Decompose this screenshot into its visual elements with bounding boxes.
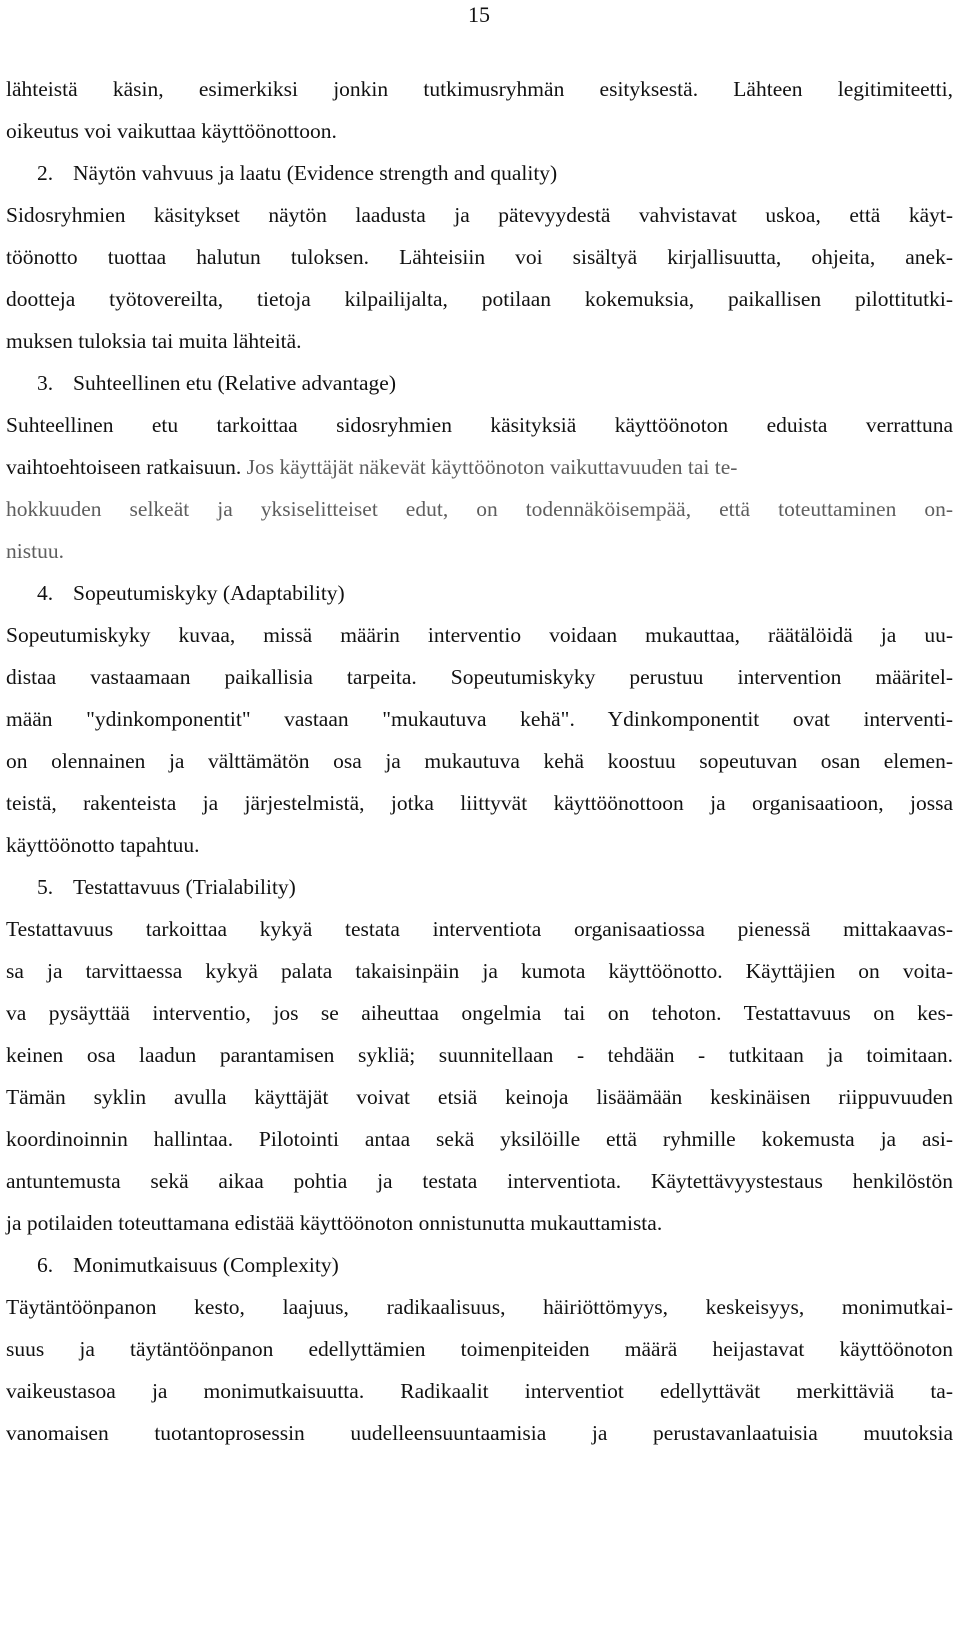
section-title: Näytön vahvuus ja laatu (Evidence strength and quality) (73, 161, 558, 185)
text-line: lähteistä käsin, esimerkiksi jonkin tutkimusryhmän esityksestä. Lähteen legitimiteetti, (6, 77, 953, 101)
text-line: Testattavuus tarkoittaa kykyä testata interventiota organisaatiossa pienessä mittakaavas- (6, 917, 953, 941)
section-number: 5. (37, 875, 54, 899)
text-fragment-gray: Jos käyttäjät näkevät käyttöönoton vaikuttavuuden tai te- (246, 455, 738, 479)
text-line: va pysäyttää interventio, jos se aiheuttaa ongelmia tai on tehoton. Testattavuus on kes- (6, 1001, 953, 1025)
text-line: teistä, rakenteista ja järjestelmistä, jotka liittyvät käyttöönottoon ja organisaatioon, jossa (6, 791, 953, 815)
section-number: 6. (37, 1253, 54, 1277)
text-line: Sopeutumiskyky kuvaa, missä määrin interventio voidaan mukauttaa, räätälöidä ja uu- (6, 623, 953, 647)
text-line: on olennainen ja välttämätön osa ja mukautuva kehä koostuu sopeutuvan osan elemen- (6, 749, 953, 773)
document-body (6, 68, 953, 1454)
text-line: muksen tuloksia tai muita lähteitä. (6, 329, 302, 353)
text-line: Sidosryhmien käsitykset näytön laadusta ja pätevyydestä vahvistavat uskoa, että käyt- (6, 203, 953, 227)
text-line: ja potilaiden toteuttamana edistää käyttöönoton onnistunutta mukauttamista. (6, 1211, 663, 1235)
section-heading-5 (6, 866, 953, 908)
section-title: Monimutkaisuus (Complexity) (73, 1253, 339, 1277)
section-number: 3. (37, 371, 54, 395)
text-line: töönotto tuottaa halutun tuloksen. Lähteisiin voi sisältyä kirjallisuutta, ohjeita, anek- (6, 245, 953, 269)
text-line: suus ja täytäntöönpanon edellyttämien toimenpiteiden määrä heijastavat käyttöönoton (6, 1337, 953, 1361)
section-title: Testattavuus (Trialability) (73, 875, 296, 899)
section-number: 4. (37, 581, 54, 605)
text-line: koordinoinnin hallintaa. Pilotointi antaa sekä yksilöille että ryhmille kokemusta ja asi- (6, 1127, 953, 1151)
section-title: Sopeutumiskyky (Adaptability) (73, 581, 345, 605)
text-line: mään "ydinkomponentit" vastaan "mukautuva kehä". Ydinkomponentit ovat interventi- (6, 707, 953, 731)
text-line: vanomaisen tuotantoprosessin uudelleensuuntaamisia ja perustavanlaatuisia muutoksia (6, 1421, 953, 1445)
text-fragment: vaihtoehtoiseen ratkaisuun. (6, 455, 242, 479)
section-heading-2 (6, 152, 953, 194)
section-heading-6 (6, 1244, 953, 1286)
section-number: 2. (37, 161, 54, 185)
text-line (6, 446, 953, 488)
text-line: distaa vastaamaan paikallisia tarpeita. Sopeutumiskyky perustuu intervention määritel- (6, 665, 953, 689)
text-line: Täytäntöönpanon kesto, laajuus, radikaalisuus, häiriöttömyys, keskeisyys, monimutkai- (6, 1295, 953, 1319)
text-line: Tämän syklin avulla käyttäjät voivat etsiä keinoja lisäämään keskinäisen riippuvuuden (6, 1085, 953, 1109)
text-line: oikeutus voi vaikuttaa käyttöönottoon. (6, 119, 337, 143)
text-line: sa ja tarvittaessa kykyä palata takaisinpäin ja kumota käyttöönotto. Käyttäjien on voita- (6, 959, 953, 983)
text-line: nistuu. (6, 539, 64, 563)
text-line: keinen osa laadun parantamisen sykliä; suunnitellaan - tehdään - tutkitaan ja toimitaan. (6, 1043, 953, 1067)
page-number: 15 (468, 2, 490, 27)
text-line: käyttöönotto tapahtuu. (6, 833, 200, 857)
text-line: hokkuuden selkeät ja yksiselitteiset edut, on todennäköisempää, että toteuttaminen on- (6, 497, 953, 521)
text-line: vaikeustasoa ja monimutkaisuutta. Radikaalit interventiot edellyttävät merkittäviä ta- (6, 1379, 953, 1403)
text-line: antuntemusta sekä aikaa pohtia ja testata interventiota. Käytettävyystestaus henkilöstön (6, 1169, 953, 1193)
section-title: Suhteellinen etu (Relative advantage) (73, 371, 396, 395)
text-line: dootteja työtovereilta, tietoja kilpailijalta, potilaan kokemuksia, paikallisen pilottitutki- (6, 287, 953, 311)
text-line: Suhteellinen etu tarkoittaa sidosryhmien käsityksiä käyttöönoton eduista verrattuna (6, 413, 953, 437)
section-heading-4 (6, 572, 953, 614)
section-heading-3 (6, 362, 953, 404)
